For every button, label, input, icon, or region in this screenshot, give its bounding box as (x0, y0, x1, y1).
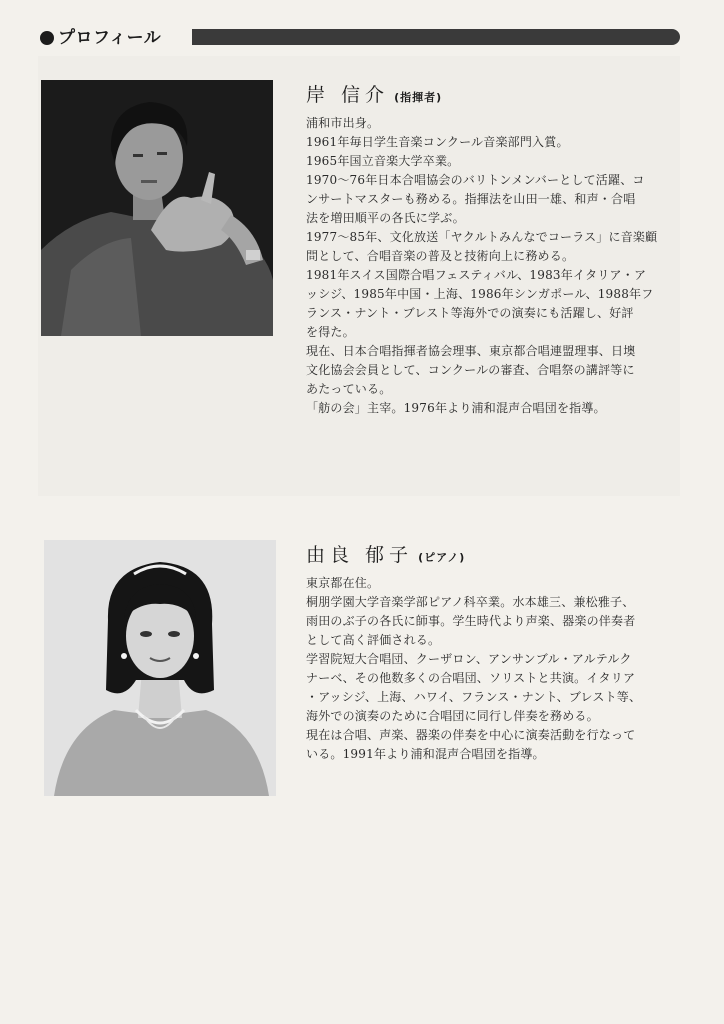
conductor-name: 岸 信介 (306, 84, 390, 106)
bio-line: ッシジ、1985年中国・上海、1986年シンガポール、1988年フ (306, 287, 654, 301)
bio-line: ナーベ、その他数多くの合唱団、ソリストと共演。イタリア (306, 671, 636, 685)
bio-line: 問として、合唱音楽の普及と技術向上に務める。 (306, 249, 575, 263)
bio-line: ランス・ナント・ブレスト等海外での演奏にも活躍し、好評 (306, 306, 634, 320)
bio-line: 桐朋学園大学音楽学部ピアノ科卒業。水本雄三、兼松雅子、 (306, 595, 635, 609)
pianist-profile (306, 540, 686, 764)
header-rule-bar (192, 29, 680, 45)
bio-line: 「舫の会」主宰。1976年より浦和混声合唱団を指導。 (306, 401, 606, 415)
pianist-name: 由良 郁子 (306, 544, 414, 566)
bio-line: 東京都在住。 (306, 576, 380, 590)
bio-line: 文化協会会員として、コンクールの審査、合唱祭の講評等に (306, 363, 635, 377)
bio-line: 1961年毎日学生音楽コンクール音楽部門入賞。 (306, 135, 569, 149)
bio-line: あたっている。 (306, 382, 392, 396)
bio-line: 1977～85年、文化放送「ヤクルトみんなでコーラス」に音楽顧 (306, 230, 658, 244)
bio-line: 現在は合唱、声楽、器楽の伴奏を中心に演奏活動を行なって (306, 728, 636, 742)
pianist-name-row (306, 540, 686, 570)
bio-line: を得た。 (306, 325, 355, 339)
section-header (40, 26, 682, 50)
conductor-role: (指揮者) (394, 91, 443, 104)
section-title: プロフィール (58, 28, 162, 48)
bio-line: 海外での演奏のために合唱団に同行し伴奏を務める。 (306, 709, 599, 723)
bio-line: 学習院短大合唱団、クーザロン、アンサンブル・アルテルク (306, 652, 632, 666)
bio-line: 1965年国立音楽大学卒業。 (306, 154, 460, 168)
bio-line: 1981年スイス国際合唱フェスティバル、1983年イタリア・ア (306, 268, 647, 282)
bullet-icon (40, 31, 54, 45)
pianist-photo-illustration (44, 540, 276, 796)
pianist-bio (306, 574, 686, 764)
pianist-photo (44, 540, 276, 796)
bio-line: 浦和市出身。 (306, 116, 380, 130)
bio-line: ンサートマスターも務める。指揮法を山田一雄、和声・合唱 (306, 192, 636, 206)
conductor-photo (41, 80, 273, 336)
bio-line: ・アッシジ、上海、ハワイ、フランス・ナント、ブレスト等、 (306, 690, 642, 704)
pianist-role: (ピアノ) (418, 551, 466, 564)
bio-line: 1970～76年日本合唱協会のバリトンメンバーとして活躍、コ (306, 173, 645, 187)
bio-line: 法を増田順平の各氏に学ぶ。 (306, 211, 465, 225)
conductor-bio (306, 114, 686, 418)
bio-line: として高く評価される。 (306, 633, 441, 647)
bio-line: 雨田のぶ子の各氏に師事。学生時代より声楽、器楽の伴奏者 (306, 614, 636, 628)
conductor-photo-illustration (41, 80, 273, 336)
conductor-name-row (306, 80, 686, 110)
bio-line: 現在、日本合唱指揮者協会理事、東京都合唱連盟理事、日墺 (306, 344, 636, 358)
bio-line: いる。1991年より浦和混声合唱団を指導。 (306, 747, 545, 761)
conductor-profile (306, 80, 686, 418)
